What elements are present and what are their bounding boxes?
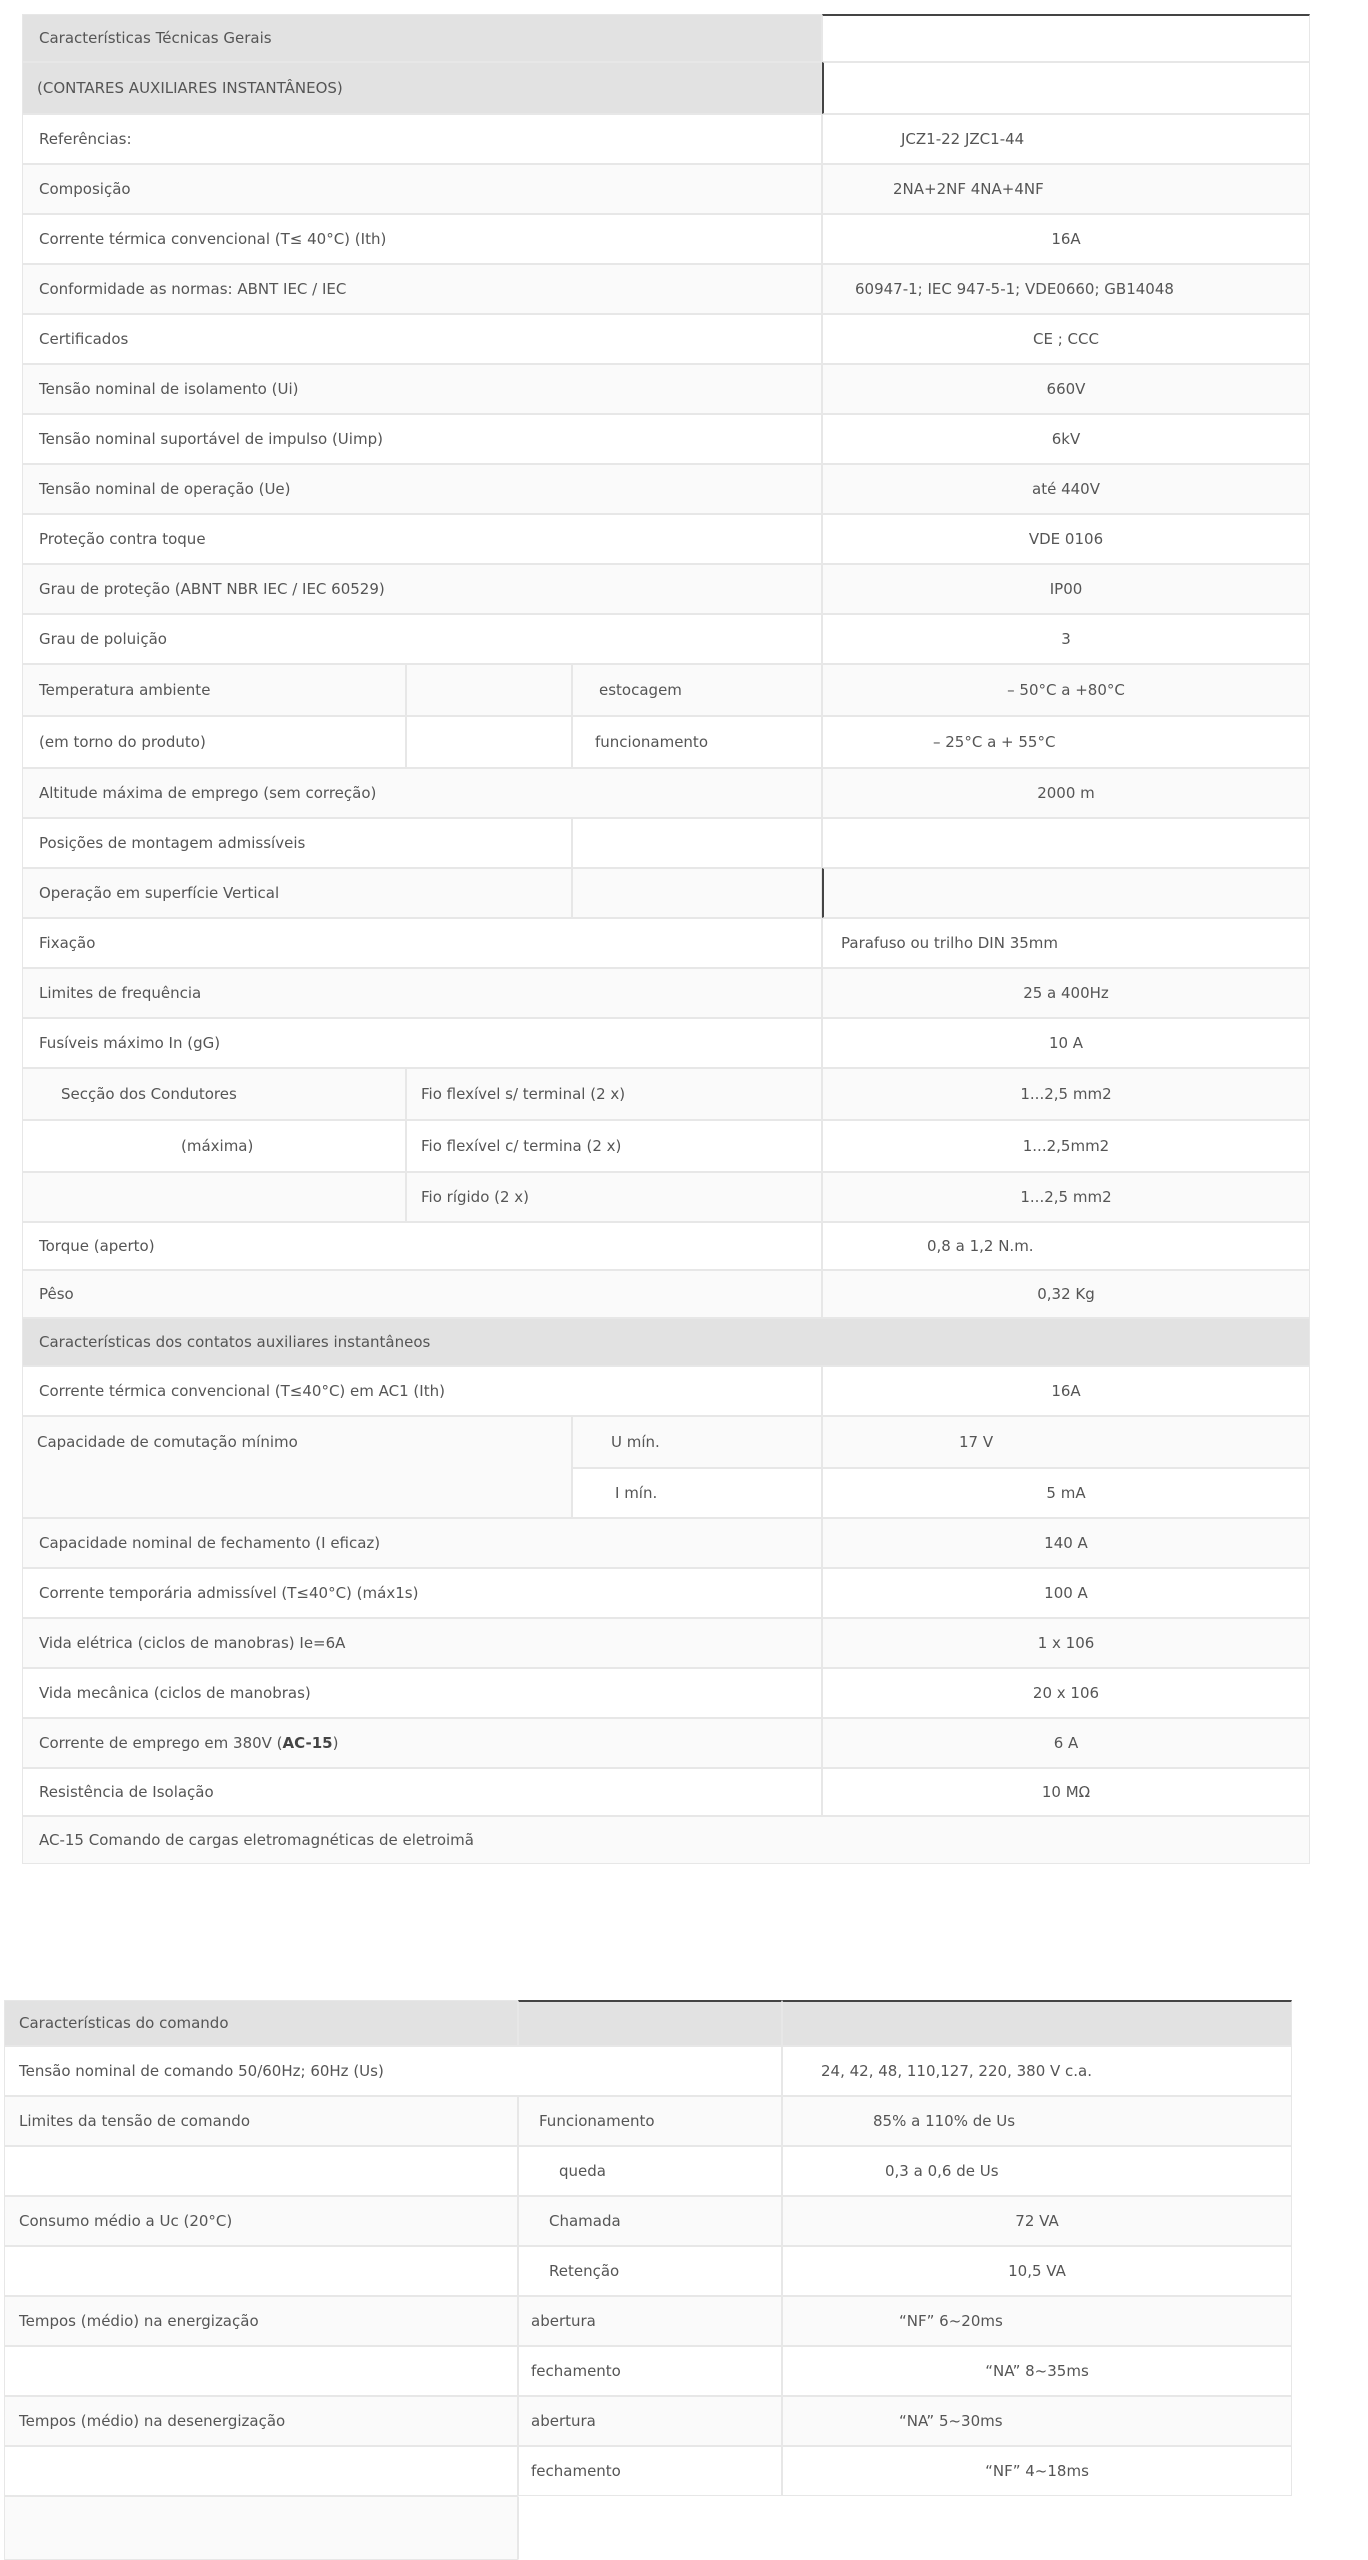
row-label-altitude xyxy=(22,768,822,818)
row-value-fixacao xyxy=(822,918,1310,968)
temperatura-blank-cell xyxy=(406,664,572,716)
value-text: 10,5 VA xyxy=(1008,2262,1066,2280)
label-text: Corrente térmica convencional (T≤ 40°C) (Ith) xyxy=(39,230,387,248)
row-value-altitude xyxy=(822,768,1310,818)
row-value-certificados xyxy=(822,314,1310,364)
label-text: Corrente térmica convencional (T≤40°C) em AC1 (Ith) xyxy=(39,1382,445,1400)
command-trailing-blank-2 xyxy=(518,2496,1292,2560)
command-header-blank-2 xyxy=(782,2000,1292,2046)
superficie-value-blank xyxy=(822,868,1310,918)
row-value-resistencia xyxy=(822,1768,1310,1816)
row-label-resistencia xyxy=(22,1768,822,1816)
row-label-emprego xyxy=(22,1718,822,1768)
value-text: – 25°C a + 55°C xyxy=(933,733,1056,751)
value-text: 1...2,5 mm2 xyxy=(1020,1085,1112,1103)
row-label-tensao-comando xyxy=(4,2046,782,2096)
row-label-condutores-2 xyxy=(22,1120,406,1172)
comutacao-sub-u xyxy=(572,1416,822,1468)
row-value-frequencia xyxy=(822,968,1310,1018)
value-text: 5 mA xyxy=(1046,1484,1086,1502)
limites-sub-queda xyxy=(518,2146,782,2196)
label-text: Temperatura ambiente xyxy=(39,681,211,699)
value-text: – 50°C a +80°C xyxy=(1007,681,1125,699)
row-label-limites xyxy=(4,2096,518,2146)
value-text: 0,32 Kg xyxy=(1037,1285,1095,1303)
temperatura-sub-funcionamento xyxy=(572,716,822,768)
condutores-sub-1 xyxy=(406,1068,822,1120)
sub-label-text: Funcionamento xyxy=(539,2112,655,2130)
row-value-impulso xyxy=(822,414,1310,464)
comutacao-value-i xyxy=(822,1468,1310,1518)
row-label-corrente-ac1 xyxy=(22,1366,822,1416)
temperatura-value-estocagem xyxy=(822,664,1310,716)
condutores-blank-cell xyxy=(22,1172,406,1222)
value-text: 16A xyxy=(1051,230,1081,248)
consumo-value-retencao xyxy=(782,2246,1292,2296)
value-text: 1...2,5mm2 xyxy=(1022,1137,1110,1155)
row-value-grau-protecao xyxy=(822,564,1310,614)
row-value-torque xyxy=(822,1222,1310,1270)
label-text: Pêso xyxy=(39,1285,74,1303)
row-value-temporaria xyxy=(822,1568,1310,1618)
row-label-grau-protecao xyxy=(22,564,822,614)
row-label-energizacao xyxy=(4,2296,518,2346)
label-text: Fusíveis máximo In (gG) xyxy=(39,1034,221,1052)
row-label-operacao xyxy=(22,464,822,514)
table-subtitle xyxy=(22,62,822,114)
value-text: 6 A xyxy=(1053,1734,1079,1752)
value-text: “NF” 6~20ms xyxy=(899,2312,1003,2330)
row-label-temperatura-2 xyxy=(22,716,406,768)
comutacao-sub-i xyxy=(572,1468,822,1518)
row-label-condutores xyxy=(22,1068,406,1120)
row-label-posicoes xyxy=(22,818,572,868)
consumo-value-chamada xyxy=(782,2196,1292,2246)
value-text: “NF” 4~18ms xyxy=(985,2462,1089,2480)
row-label-desenergizacao xyxy=(4,2396,518,2446)
value-text: “NA” 5~30ms xyxy=(899,2412,1003,2430)
temperatura-blank-cell-2 xyxy=(406,716,572,768)
label-text: Torque (aperto) xyxy=(39,1237,155,1255)
condutores-sub-3 xyxy=(406,1172,822,1222)
label-text: Capacidade nominal de fechamento (I eficaz) xyxy=(39,1534,381,1552)
sub-label-text: I mín. xyxy=(615,1484,658,1502)
label-text: Secção dos Condutores xyxy=(61,1085,237,1103)
value-text: 16A xyxy=(1051,1382,1081,1400)
value-text: 140 A xyxy=(1044,1534,1088,1552)
label-text: Fixação xyxy=(39,934,96,952)
comutacao-value-u xyxy=(822,1416,1310,1468)
sub-label-text: fechamento xyxy=(531,2462,621,2480)
sub-label-text: estocagem xyxy=(599,681,682,699)
row-label-consumo xyxy=(4,2196,518,2246)
value-text: 10 A xyxy=(1048,1034,1084,1052)
row-label-fusiveis xyxy=(22,1018,822,1068)
value-text: 0,8 a 1,2 N.m. xyxy=(927,1237,1034,1255)
command-header-blank-1 xyxy=(518,2000,782,2046)
row-label-conformidade xyxy=(22,264,822,314)
sub-label-text: U mín. xyxy=(611,1433,660,1451)
label-text: Proteção contra toque xyxy=(39,530,206,548)
consumo-sub-chamada xyxy=(518,2196,782,2246)
posicoes-blank-cell xyxy=(572,818,822,868)
row-value-protecao-toque xyxy=(822,514,1310,564)
table-title xyxy=(22,14,822,62)
posicoes-value-blank xyxy=(822,818,1310,868)
value-text: 2NA+2NF 4NA+4NF xyxy=(893,180,1044,198)
row-label-impulso xyxy=(22,414,822,464)
value-text: até 440V xyxy=(1032,480,1100,498)
note-text: AC-15 Comando de cargas eletromagnéticas de eletroimã xyxy=(39,1831,474,1849)
energizacao-value-fechamento xyxy=(782,2346,1292,2396)
energizacao-sub-fechamento xyxy=(518,2346,782,2396)
value-text: 85% a 110% de Us xyxy=(873,2112,1016,2130)
sub-label-text: Fio flexível s/ terminal (2 x) xyxy=(421,1085,626,1103)
label-text: Limites de frequência xyxy=(39,984,202,1002)
label-text: Grau de proteção (ABNT NBR IEC / IEC 60529) xyxy=(39,580,385,598)
subtitle-blank-cell xyxy=(822,62,1310,114)
section-title-auxiliares xyxy=(22,1318,1310,1366)
value-text: 0,3 a 0,6 de Us xyxy=(885,2162,999,2180)
value-text: VDE 0106 xyxy=(1028,530,1104,548)
table-title-text: Características Técnicas Gerais xyxy=(39,29,272,47)
value-text: 24, 42, 48, 110,127, 220, 380 V c.a. xyxy=(821,2062,1093,2080)
row-label-comutacao xyxy=(22,1416,572,1518)
value-text: 100 A xyxy=(1044,1584,1088,1602)
section-title-text: Características dos contatos auxiliares instantâneos xyxy=(39,1333,431,1351)
sub-label-text: queda xyxy=(559,2162,606,2180)
value-text: 3 xyxy=(1061,630,1071,648)
value-text: “NA” 8~35ms xyxy=(985,2362,1089,2380)
note-ac15 xyxy=(22,1816,1310,1864)
label-text: Operação em superfície Vertical xyxy=(39,884,280,902)
consumo-sub-retencao xyxy=(518,2246,782,2296)
row-label-corrente-termica xyxy=(22,214,822,264)
sub-label-text: Retenção xyxy=(549,2262,620,2280)
row-label-frequencia xyxy=(22,968,822,1018)
desenergizacao-sub-abertura xyxy=(518,2396,782,2446)
sub-label-text: Fio rígido (2 x) xyxy=(421,1188,530,1206)
value-text: 60947-1; IEC 947-5-1; VDE0660; GB14048 xyxy=(855,280,1174,298)
sub-label-text: abertura xyxy=(531,2412,596,2430)
label-text: Tensão nominal de isolamento (Ui) xyxy=(39,380,299,398)
label-text xyxy=(39,1734,338,1752)
row-label-torque xyxy=(22,1222,822,1270)
energizacao-blank-cell xyxy=(4,2346,518,2396)
energizacao-value-abertura xyxy=(782,2296,1292,2346)
desenergizacao-blank-cell xyxy=(4,2446,518,2496)
superficie-blank-cell xyxy=(572,868,822,918)
label-bold: AC-15 xyxy=(282,1734,333,1752)
row-label-fechamento xyxy=(22,1518,822,1568)
label-text: Conformidade as normas: ABNT IEC / IEC xyxy=(39,280,347,298)
condutores-value-2 xyxy=(822,1120,1310,1172)
label-text: (em torno do produto) xyxy=(39,733,206,751)
label-text: Resistência de Isolação xyxy=(39,1783,214,1801)
label-text: Capacidade de comutação mínimo xyxy=(37,1433,298,1451)
energizacao-sub-abertura xyxy=(518,2296,782,2346)
label-text: Tensão nominal suportável de impulso (Uimp) xyxy=(39,430,383,448)
label-text: Vida mecânica (ciclos de manobras) xyxy=(39,1684,311,1702)
row-label-temporaria xyxy=(22,1568,822,1618)
value-text: 6kV xyxy=(1051,430,1081,448)
limites-blank-cell xyxy=(4,2146,518,2196)
row-label-composicao xyxy=(22,164,822,214)
temperatura-sub-estocagem xyxy=(572,664,822,716)
row-value-referencias xyxy=(822,114,1310,164)
value-text: 72 VA xyxy=(1015,2212,1059,2230)
command-trailing-blank-1 xyxy=(4,2496,518,2560)
row-value-grau-poluicao xyxy=(822,614,1310,664)
label-prefix: Corrente de emprego em 380V ( xyxy=(39,1734,283,1752)
row-label-fixacao xyxy=(22,918,822,968)
limites-value-queda xyxy=(782,2146,1292,2196)
header-blank-cell xyxy=(822,14,1310,62)
row-label-temperatura xyxy=(22,664,406,716)
value-text: 2000 m xyxy=(1037,784,1095,802)
sub-label-text: funcionamento xyxy=(595,733,708,751)
row-value-corrente-ac1 xyxy=(822,1366,1310,1416)
label-text: Certificados xyxy=(39,330,129,348)
label-suffix: ) xyxy=(332,1734,339,1752)
table-subtitle-text: (CONTARES AUXILIARES INSTANTÂNEOS) xyxy=(37,79,343,97)
command-table-title-text: Características do comando xyxy=(19,2014,229,2032)
row-value-fusiveis xyxy=(822,1018,1310,1068)
sub-label-text: Fio flexível c/ termina (2 x) xyxy=(421,1137,622,1155)
row-value-vida-eletrica xyxy=(822,1618,1310,1668)
label-text: Tensão nominal de comando 50/60Hz; 60Hz (Us) xyxy=(19,2062,384,2080)
row-label-referencias xyxy=(22,114,822,164)
label-text: Composição xyxy=(39,180,131,198)
value-text: JCZ1-22 JZC1-44 xyxy=(901,130,1025,148)
limites-sub-funcionamento xyxy=(518,2096,782,2146)
desenergizacao-value-fechamento xyxy=(782,2446,1292,2496)
row-label-peso xyxy=(22,1270,822,1318)
condutores-value-3 xyxy=(822,1172,1310,1222)
value-text: 1 x 106 xyxy=(1037,1634,1095,1652)
label-text: Limites da tensão de comando xyxy=(19,2112,250,2130)
row-label-grau-poluicao xyxy=(22,614,822,664)
row-value-vida-mecanica xyxy=(822,1668,1310,1718)
sub-label-text: fechamento xyxy=(531,2362,621,2380)
row-value-corrente-termica xyxy=(822,214,1310,264)
label-text: Corrente temporária admissível (T≤40°C) (máx1s) xyxy=(39,1584,419,1602)
label-text: Tempos (médio) na desenergização xyxy=(19,2412,286,2430)
desenergizacao-value-abertura xyxy=(782,2396,1292,2446)
row-value-emprego xyxy=(822,1718,1310,1768)
label-text: Tempos (médio) na energização xyxy=(19,2312,259,2330)
value-text: 10 MΩ xyxy=(1041,1783,1091,1801)
row-value-composicao xyxy=(822,164,1310,214)
row-value-operacao xyxy=(822,464,1310,514)
value-text: 660V xyxy=(1046,380,1086,398)
row-value-conformidade xyxy=(822,264,1310,314)
command-table-title xyxy=(4,2000,518,2046)
label-text: Tensão nominal de operação (Ue) xyxy=(39,480,291,498)
label-text: Referências: xyxy=(39,130,132,148)
value-text: Parafuso ou trilho DIN 35mm xyxy=(841,934,1059,952)
condutores-value-1 xyxy=(822,1068,1310,1120)
value-text: IP00 xyxy=(1049,580,1083,598)
value-text: CE ; CCC xyxy=(1033,330,1099,348)
row-label-superficie xyxy=(22,868,572,918)
row-value-tensao-comando xyxy=(782,2046,1292,2096)
row-value-fechamento xyxy=(822,1518,1310,1568)
desenergizacao-sub-fechamento xyxy=(518,2446,782,2496)
row-label-vida-eletrica xyxy=(22,1618,822,1668)
label-text: Consumo médio a Uc (20°C) xyxy=(19,2212,233,2230)
row-label-vida-mecanica xyxy=(22,1668,822,1718)
value-text: 25 a 400Hz xyxy=(1023,984,1109,1002)
label-text: Vida elétrica (ciclos de manobras) Ie=6A xyxy=(39,1634,346,1652)
sub-label-text: abertura xyxy=(531,2312,596,2330)
row-value-peso xyxy=(822,1270,1310,1318)
value-text: 17 V xyxy=(959,1433,994,1451)
label-text: (máxima) xyxy=(181,1137,254,1155)
label-text: Altitude máxima de emprego (sem correção) xyxy=(39,784,377,802)
value-text: 20 x 106 xyxy=(1032,1684,1100,1702)
consumo-blank-cell xyxy=(4,2246,518,2296)
label-text: Grau de poluição xyxy=(39,630,167,648)
sub-label-text: Chamada xyxy=(549,2212,621,2230)
row-label-certificados xyxy=(22,314,822,364)
row-label-isolamento xyxy=(22,364,822,414)
temperatura-value-funcionamento xyxy=(822,716,1310,768)
condutores-sub-2 xyxy=(406,1120,822,1172)
limites-value-funcionamento xyxy=(782,2096,1292,2146)
label-text: Posições de montagem admissíveis xyxy=(39,834,306,852)
row-label-protecao-toque xyxy=(22,514,822,564)
value-text: 1...2,5 mm2 xyxy=(1020,1188,1112,1206)
row-value-isolamento xyxy=(822,364,1310,414)
